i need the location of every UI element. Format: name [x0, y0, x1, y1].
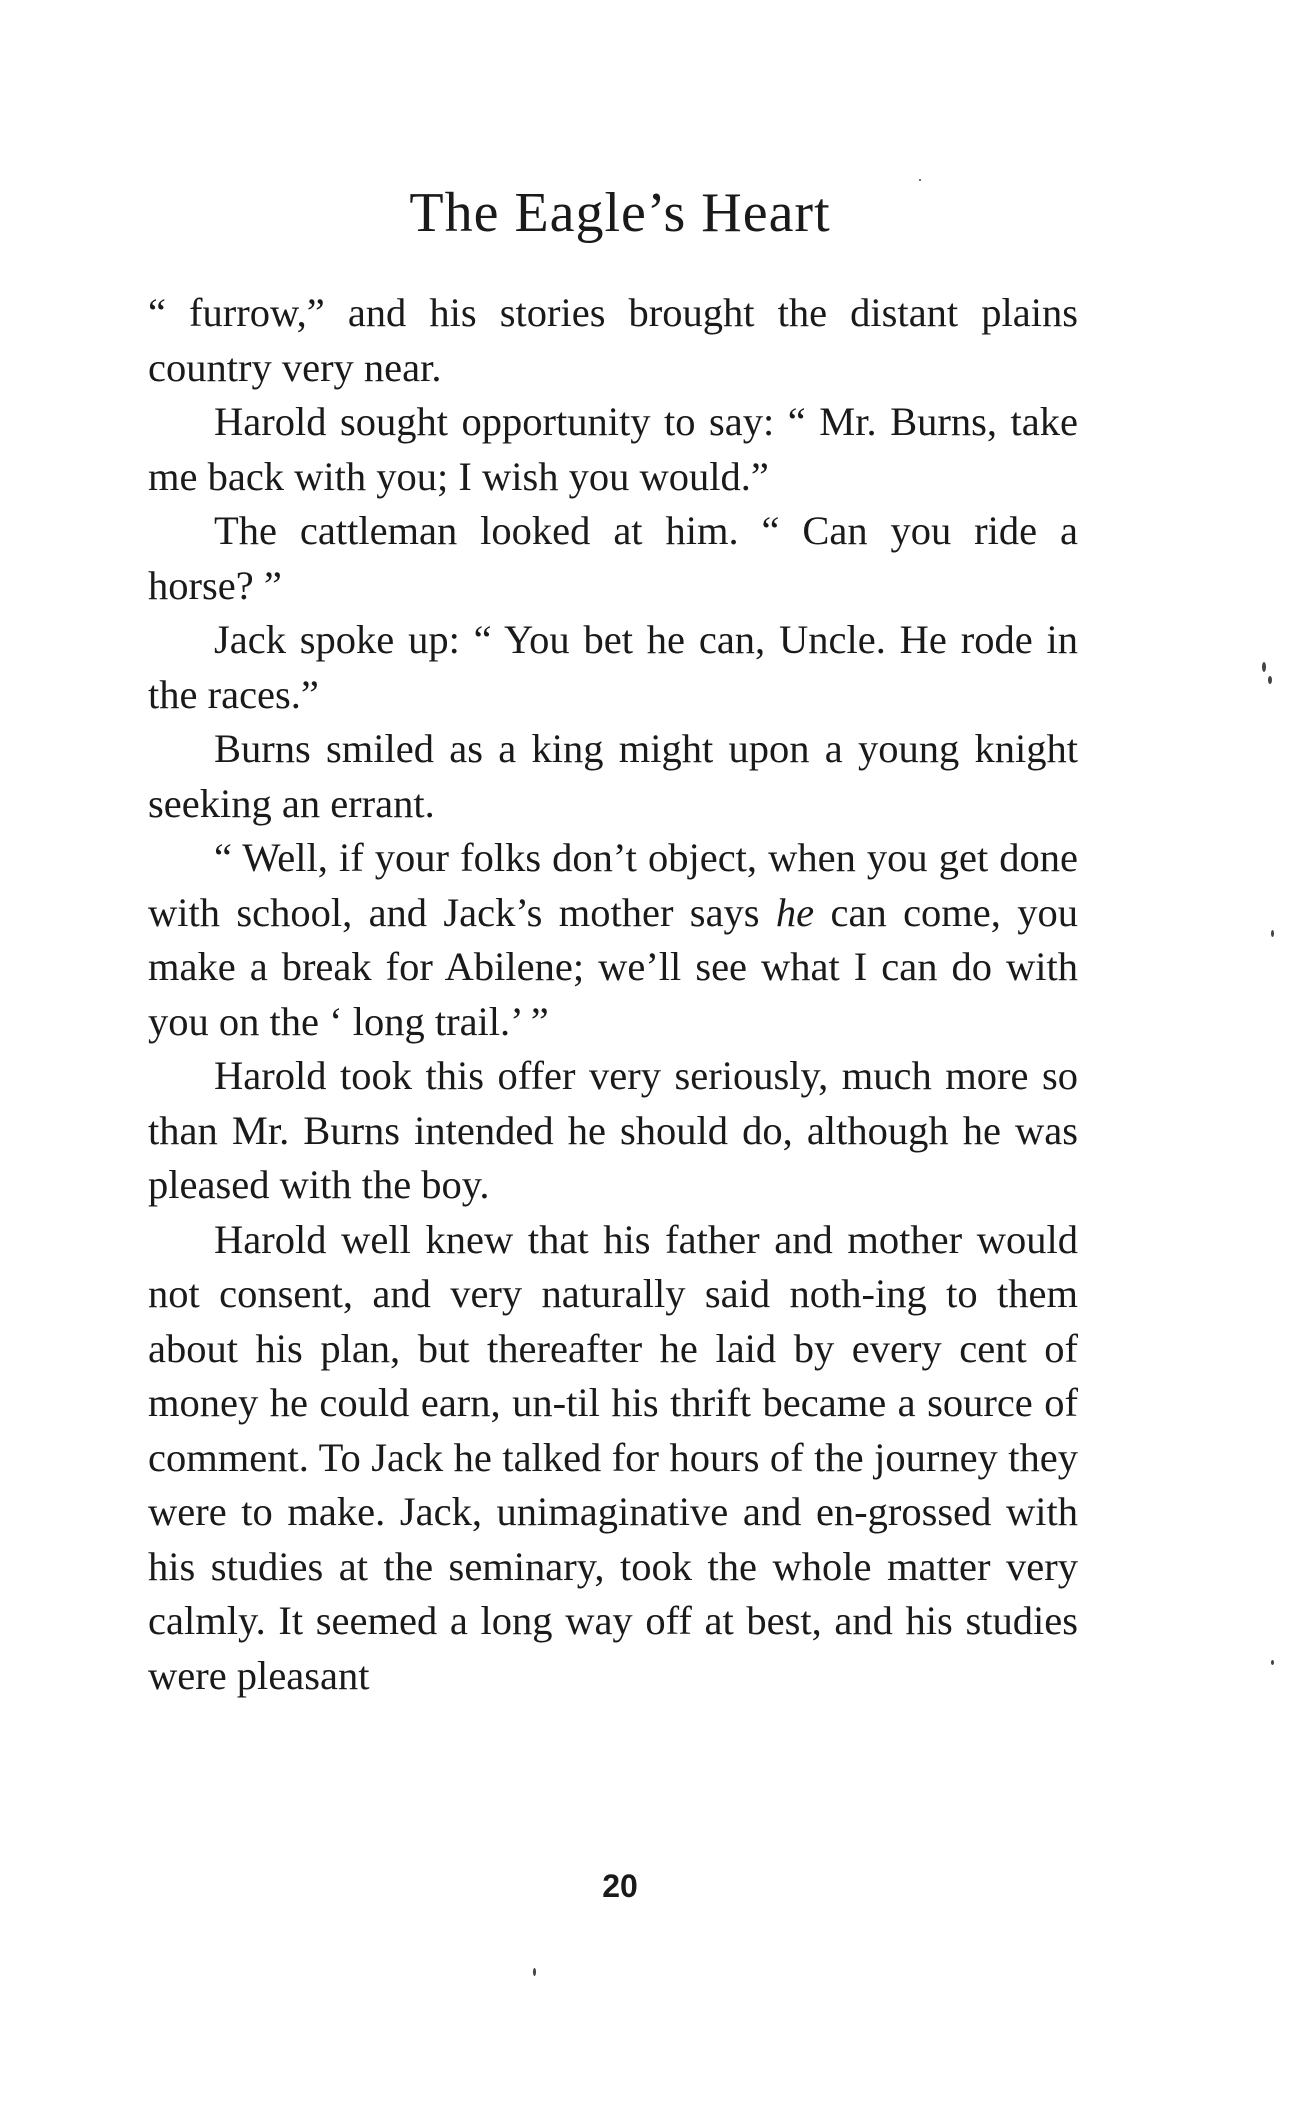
scan-speck [1262, 662, 1266, 672]
paragraph-8: Harold well knew that his father and mother would not consent, and very naturally said noth-ing to them about his plan, but thereafter he laid by every cent of money he could earn, un-til his thrift became a source of comment. To Jack he talked for hours of the journey they were to make. Jack, unimaginative and en-grossed with his studies at the seminary, took the whole matter very calmly. It seemed a long way off at best, and his studies were pleasant [148, 1216, 1078, 1698]
paragraph-6-after: can come, you make a break for Abilene; we’ll see what I can do with you on the ‘ long trail.’ ” [148, 889, 1078, 1044]
scan-speck [919, 179, 921, 181]
scan-speck [533, 1968, 536, 1976]
paragraph-3: The cattleman looked at him. “ Can you ride a horse? ” [148, 508, 1078, 608]
scan-speck [1271, 930, 1274, 937]
paragraph-4: Jack spoke up: “ You bet he can, Uncle. He rode in the races.” [148, 617, 1078, 717]
paragraph-1: “ furrow,” and his stories brought the distant plains country very near. [148, 290, 1078, 390]
paragraph-6 [148, 831, 1078, 1049]
running-head: The Eagle’s Heart [409, 182, 831, 244]
paragraph-5: Burns smiled as a king might upon a young knight seeking an errant. [148, 726, 1078, 826]
page-number: 20 [602, 1868, 638, 1904]
paragraph-7: Harold took this offer very seriously, much more so than Mr. Burns intended he should do, although he was pleased with the boy. [148, 1053, 1078, 1207]
scan-speck [1271, 1660, 1274, 1665]
scan-speck [1268, 676, 1272, 684]
paragraph-2: Harold sought opportunity to say: “ Mr. Burns, take me back with you; I wish you would.” [148, 399, 1078, 499]
paragraph-6-emphasis: he [775, 889, 815, 935]
paragraph-6-before: “ Well, if your folks don’t object, when you get done with school, and Jack’s mother says [148, 835, 1078, 935]
body-text [148, 286, 1078, 1703]
